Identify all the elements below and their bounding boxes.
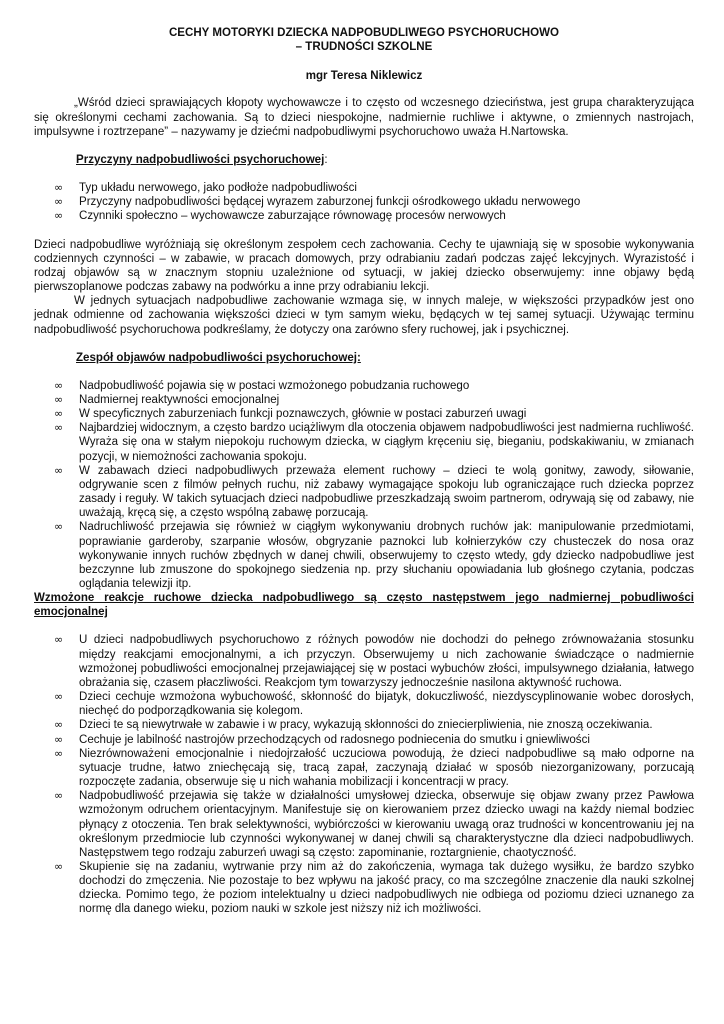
bullet-icon: ∞ [54,392,64,406]
list-item-text: Najbardziej widocznym, a często bardzo uciążliwym dla otoczenia objawem nadpobudliwości jest nadmierna ruchliwość. Wyraża się ona w stałym niepokoju ruchowym dziecka, w ciągłym kręceniu się, bieganiu, podskakiwaniu, w zmianach pozycji, w niemożności zachowania spokoju. [79,422,694,463]
section-heading-causes [76,153,694,167]
list-item [34,718,694,732]
list-item-text: Dzieci cechuje wzmożona wybuchowość, skłonność do bijatyk, dokuczliwość, niezdyscyplinowanie wobec dorosłych, niechęć do podporządkowania się kolegom. [79,691,694,718]
bullet-icon: ∞ [54,181,64,195]
list-item-text: U dzieci nadpobudliwych psychoruchowo z różnych powodów nie dochodzi do pełnego zrównoważania stosunku między reakcjami emocjonalnymi, a ich przyczyn. Obserwujemy u nich zachowanie świadczące o nadmiernie wzmożonej pobudliwości emocjonalnej przejawiającej się w postaci wybuchów złości, impulsywnego działania, łatwego obrażania się, czasem płaczliwości. Reakcjom tym towarzyszy jednocześnie nasilona aktywność ruchowa. [79,634,694,689]
list-item-text: Dzieci te są niewytrwałe w zabawie i w pracy, wykazują skłonności do zniecierpliwienia, nie znoszą oczekiwania. [79,719,653,732]
list-item [34,747,694,789]
bullet-icon: ∞ [54,520,64,534]
body-paragraph: Dzieci nadpobudliwe wyróżniają się określonym zespołem cech zachowania. Cechy te ujawniają się w sposobie wykonywania codziennych czynności – w zabawie, w pracach domowych, przy odrabianiu zadań podczas zajęć lekcyjnych. Wyrazistość i rodzaj objawów są w znacznym stopniu uzależnione od sytuacji, w jakiej dziecko obserwujemy: inne objawy będą pierwszoplanowe podczas zabawy na podwórku a inne przy odrabianiu lekcji. [34,238,694,294]
intro-paragraph: „Wśród dzieci sprawiających kłopoty wychowawcze i to często od wczesnego dzieciństwa, jest grupa charakteryzująca się określonymi cechami zachowania. Są to dzieci niespokojne, nadmiernie ruchliwe i aktywne, o zmiennych nastrojach, impulsywne i roztrzepane” – nazywamy je dziećmi nadpobudliwymi psychoruchowo uważa H.Nartowska. [34,97,694,138]
list-item [34,633,694,690]
bullet-icon: ∞ [54,718,64,732]
title-line-1: CECHY MOTORYKI DZIECKA NADPOBUDLIWEGO PSYCHORUCHOWO [168,27,560,39]
list-item [34,181,694,195]
bullet-icon: ∞ [54,378,64,392]
bullet-icon: ∞ [54,407,64,421]
bullet-icon: ∞ [54,690,64,704]
list-item-text: Skupienie się na zadaniu, wytrwanie przy nim aż do zakończenia, wymaga tak dużego wysiłku, że bardzo szybko dochodzi do zmęczenia. Nie pozostaje to bez wpływu na jakość pracy, co ma szczególne znaczenie dla nauki szkolnej dziecka. Pomimo tego, że poziom intelektualny u dzieci nadpobudliwych nie odbiega od poziomu dzieci uznanego za normę dla danego wieku, poziom nauki w szkole jest niższy niż ich możliwości. [79,860,694,916]
title-line-2: – TRUDNOŚCI SZKOLNE [295,41,433,54]
bullet-icon: ∞ [54,732,64,746]
document-title [34,26,694,54]
list-item [34,789,694,860]
list-item-text: Nadruchliwość przejawia się również w ciągłym wykonywaniu drobnych ruchów jak: manipulowanie przedmiotami, poprawianie garderoby, szarpanie włosów, obgryzanie paznokci lub kołnierzyków czy chusteczek do nosa oraz wykonywanie innych ruchów zbędnych w danej chwili, obserwujemy to często wtedy, gdy dziecko nadpobudliwe jest bezczynne lub zmuszone do spokojnego siedzenia np. przy słuchaniu opowiadania lub głośnego czytania, podczas oglądania telewizji itp. [79,521,694,590]
heading-colon: : [324,153,328,166]
list-item [34,407,694,421]
document-page [34,26,694,917]
list-item [34,421,694,463]
section-heading-symptoms-text: Zespół objawów nadpobudliwości psychoruchowej: [76,351,361,364]
list-item [34,464,694,521]
list-item [34,195,694,209]
list-item-text: Niezrównoważeni emocjonalnie i niedojrzałość uczuciowa powodują, że dzieci nadpobudliwe są mało odporne na sytuacje trudne, łatwo zniechęcają się, tracą zapał, zaczynają działać w sposób niezorganizowany, porzucają rozpoczęte zadania, obserwuje się u nich wahania mobilizacji i koncentracji w pracy. [79,747,694,789]
bullet-icon: ∞ [54,209,64,223]
list-item [34,860,694,917]
author-name: mgr Teresa Niklewicz [305,70,423,83]
bullet-icon: ∞ [54,463,64,477]
bullet-icon: ∞ [54,789,64,803]
section-heading-symptoms [76,351,694,365]
bullet-icon: ∞ [54,195,64,209]
list-item [34,393,694,407]
body-paragraph: W jednych sytuacjach nadpobudliwe zachowanie wzmaga się, w innych maleje, w większości przypadków jest ono jednak odmienne od zachowania większości dzieci w tym samym wieku, będących w tej samej sytuacji. Używając terminu nadpobudliwość psychoruchowa podkreślamy, że dotyczy ona zarówno sfery ruchowej, jak i psychicznej. [34,295,694,336]
list-item [34,520,694,591]
list-item-text: Nadmiernej reaktywności emocjonalnej [79,393,280,406]
list-item-text: Nadpobudliwość pojawia się w postaci wzmożonego pobudzania ruchowego [79,379,470,392]
bullet-icon: ∞ [54,859,64,873]
bullet-icon: ∞ [54,421,64,435]
bullet-icon: ∞ [54,633,64,647]
list-item [34,379,694,393]
emotional-list [34,633,694,916]
section-heading-causes-text: Przyczyny nadpobudliwości psychoruchowej [76,153,325,166]
list-item-text: Cechuje je labilność nastrojów przechodzących od radosnego podniecenia do smutku i gniewliwości [79,733,590,746]
bullet-icon: ∞ [54,746,64,760]
list-item-text: Typ układu nerwowego, jako podłoże nadpobudliwości [79,182,357,195]
list-item [34,733,694,747]
section-heading-emotional: Wzmożone reakcje ruchowe dziecka nadpobudliwego są często następstwem jego nadmiernej pobudliwości emocjonalnej [34,592,694,619]
list-item-text: W zabawach dzieci nadpobudliwych przeważa element ruchowy – dzieci te wolą gonitwy, zawody, siłowanie, odgrywanie scen z filmów pełnych ruchu, niż zabawy wymagające spokoju lub ograniczające ruch dziecka poprzez zasady i reguły. W takich sytuacjach dzieci nadpobudliwe przeszkadzają swoim partnerom, odrywają się od zabawy, nie uważają, kręcą się, a często wspólną zabawę porzucają. [79,464,694,520]
list-item-text: Nadpobudliwość przejawia się także w działalności umysłowej dziecka, obserwuje się objaw zwany przez Pawłowa wzmożonym odruchem orientacyjnym. Manifestuje się on kierowaniem przez dziecko uwagi na każdy niemal bodziec płynący z otoczenia. Ten brak selektywności, wybiórczości w kierowaniu uwagą oraz trudności w koncentrowaniu jej na określonym przedmiocie lub czynności wykonywanej w danej chwili są charakterystyczne dla dzieci nadpobudliwych. Następstwem tego rodzaju zaburzeń uwagi są często: zapominanie, roztargnienie, chaotyczność. [79,790,694,859]
list-item [34,209,694,223]
list-item-text: Przyczyny nadpobudliwości będącej wyrazem zaburzonej funkcji ośrodkowego układu nerwowego [79,196,581,209]
symptoms-list [34,379,694,591]
list-item-text: Czynniki społeczno – wychowawcze zaburzające równowagę procesów nerwowych [79,210,506,223]
list-item-text: W specyficznych zaburzeniach funkcji poznawczych, głównie w postaci zaburzeń uwagi [79,408,527,421]
causes-list [34,181,694,223]
list-item [34,690,694,718]
